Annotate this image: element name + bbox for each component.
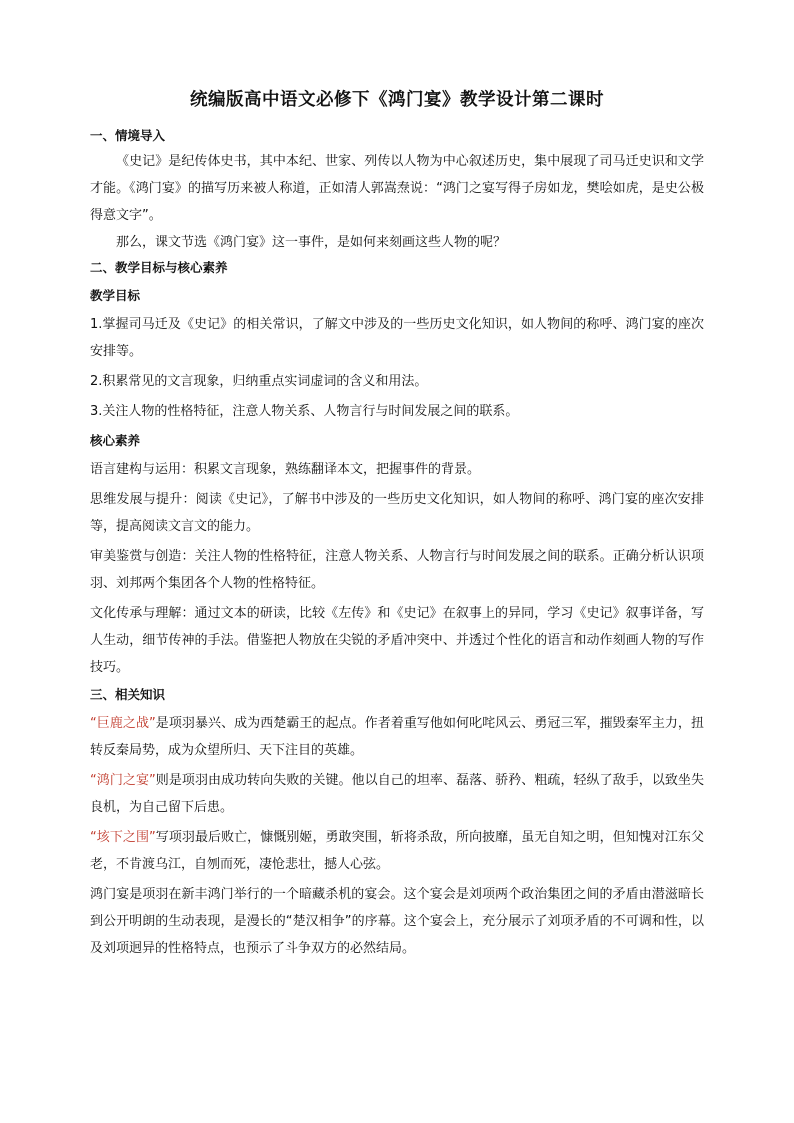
subheading-core-literacy: 核心素养: [90, 433, 141, 448]
goal-item: 3.关注人物的性格特征，注意人物关系、人物言行与时间发展之间的联系。: [90, 404, 519, 419]
knowledge-item: [90, 824, 704, 878]
section-heading-knowledge: 三、相关知识: [90, 687, 166, 702]
literacy-item: 语言建构与运用：积累文言现象，熟练翻译本文，把握事件的背景。: [90, 462, 481, 477]
knowledge-highlight: “鸿门之宴”: [90, 773, 156, 788]
subheading-teaching-goals: 教学目标: [90, 288, 141, 303]
knowledge-text: 是项羽暴兴、成为西楚霸王的起点。作者着重写他如何叱咤风云、勇冠三军，摧毁秦军主力，扭转反秦局势，成为众望所归、天下注目的英雄。: [90, 716, 704, 758]
document-page: [90, 86, 704, 962]
knowledge-item: [90, 767, 704, 821]
knowledge-highlight: “垓下之围”: [90, 830, 156, 845]
knowledge-text: 写项羽最后败亡，慷慨别姬，勇敢突围，斩将杀敌，所向披靡，虽无自知之明，但知愧对江东父老，不肯渡乌江，自刎而死，凄怆悲壮，撼人心弦。: [90, 830, 704, 872]
literacy-item: 审美鉴赏与创造：关注人物的性格特征，注意人物关系、人物言行与时间发展之间的联系。正确分析认识项羽、刘邦两个集团各个人物的性格特征。: [90, 549, 704, 591]
knowledge-text: 则是项羽由成功转向失败的关键。他以自己的坦率、磊落、骄矜、粗疏，轻纵了敌手，以致坐失良机，为自己留下后患。: [90, 773, 704, 815]
intro-paragraph: 《史记》是纪传体史书，其中本纪、世家、列传以人物为中心叙述历史，集中展现了司马迁史识和文学才能。《鸿门宴》的描写历来被人称道，正如清人郭嵩焘说：“鸿门之宴写得子房如龙，樊哙如虎，是史公极得意文字”。: [90, 154, 704, 223]
knowledge-item: [90, 710, 704, 764]
literacy-item: 思维发展与提升：阅读《史记》，了解书中涉及的一些历史文化知识，如人物间的称呼、鸿门宴的座次安排等，提高阅读文言文的能力。: [90, 492, 704, 534]
closing-paragraph: 鸿门宴是项羽在新丰鸿门举行的一个暗藏杀机的宴会。这个宴会是刘项两个政治集团之间的矛盾由潜滋暗长到公开明朗的生动表现，是漫长的“楚汉相争”的序幕。这个宴会上，充分展示了刘项矛盾的不可调和性，以及刘项迥异的性格特点，也预示了斗争双方的必然结局。: [90, 887, 704, 956]
page-title: 统编版高中语文必修下《鸿门宴》教学设计第二课时: [190, 90, 604, 110]
section-heading-goals: 二、教学目标与核心素养: [90, 260, 228, 275]
goal-item: 2.积累常见的文言现象，归纳重点实词虚词的含义和用法。: [90, 374, 428, 389]
literacy-item: 文化传承与理解：通过文本的研读，比较《左传》和《史记》在叙事上的异同，学习《史记》叙事详备，写人生动，细节传神的手法。借鉴把人物放在尖锐的矛盾冲突中、并透过个性化的语言和动作刻画人物的写作技巧。: [90, 606, 704, 675]
knowledge-highlight: “巨鹿之战”: [90, 716, 156, 731]
section-heading-intro: 一、情境导入: [90, 128, 166, 143]
goal-item: 1.掌握司马迁及《史记》的相关常识，了解文中涉及的一些历史文化知识，如人物间的称呼、鸿门宴的座次安排等。: [90, 317, 704, 359]
intro-question: 那么，课文节选《鸿门宴》这一事件，是如何来刻画这些人物的呢？: [116, 235, 507, 250]
